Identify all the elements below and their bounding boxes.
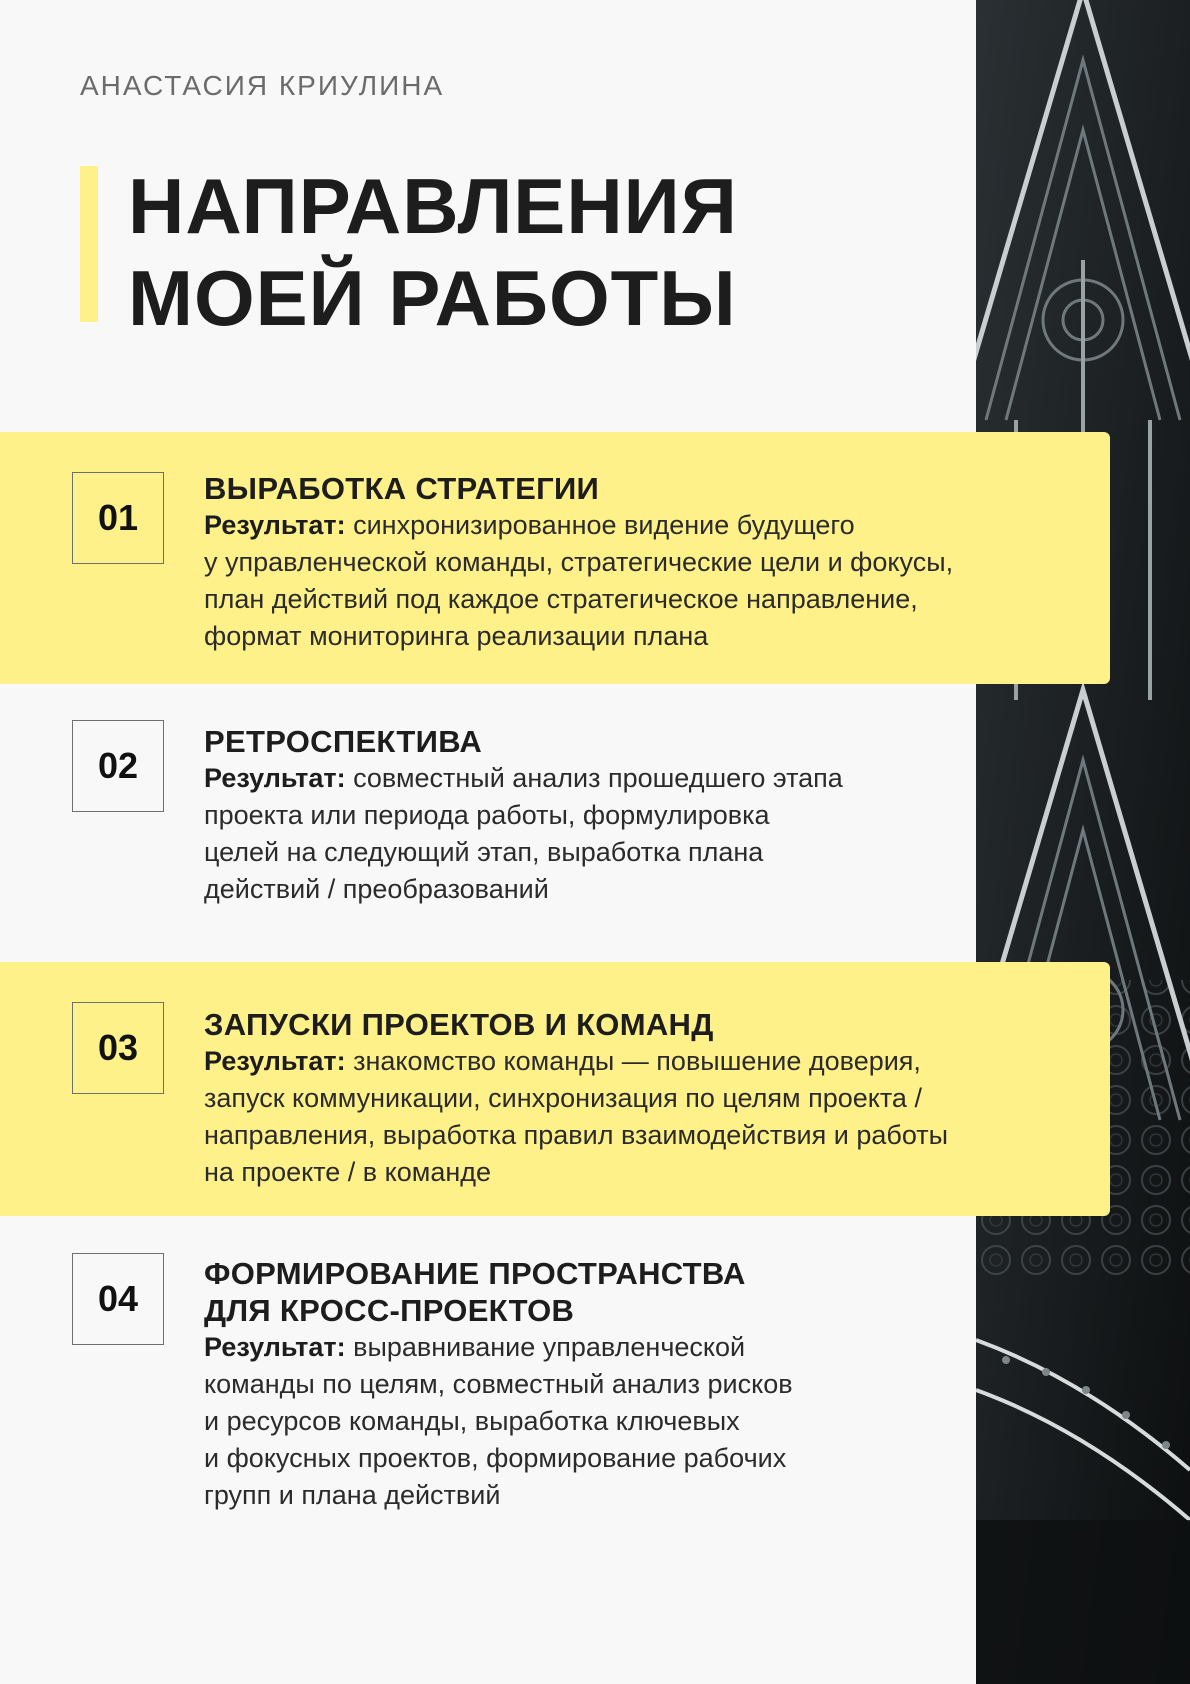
item-text: [204, 1255, 1084, 1514]
result-label: Результат:: [204, 510, 346, 540]
desc-line: целей на следующий этап, выработка плана: [204, 837, 764, 867]
item-text: [204, 1006, 1084, 1191]
desc-line: групп и плана действий: [204, 1480, 501, 1510]
item-number-box: 02: [72, 720, 164, 812]
desc-line: и фокусных проектов, формирование рабочих: [204, 1443, 787, 1473]
desc-line: команды по целям, совместный анализ рисков: [204, 1369, 793, 1399]
author-name: АНАСТАСИЯ КРИУЛИНА: [80, 70, 445, 101]
item-title-line-2: ДЛЯ КРОСС-ПРОЕКТОВ: [204, 1293, 575, 1328]
page-title-line-1: НАПРАВЛЕНИЯ: [128, 162, 738, 250]
desc-line: знакомство команды — повышение доверия,: [345, 1046, 921, 1076]
result-label: Результат:: [204, 763, 346, 793]
item-title: РЕТРОСПЕКТИВА: [204, 724, 483, 759]
desc-line: план действий под каждое стратегическое направление,: [204, 584, 918, 614]
desc-line: запуск коммуникации, синхронизация по целям проекта /: [204, 1083, 922, 1113]
desc-line: действий / преобразований: [204, 874, 549, 904]
item-description: [204, 760, 1084, 908]
item-description: [204, 507, 1084, 655]
desc-line: совместный анализ прошедшего этапа: [345, 763, 843, 793]
desc-line: на проекте / в команде: [204, 1157, 492, 1187]
item-number-box: 04: [72, 1253, 164, 1345]
item-number-box: 03: [72, 1002, 164, 1094]
item-description: [204, 1329, 1084, 1514]
desc-line: синхронизированное видение будущего: [345, 510, 855, 540]
item-text: [204, 470, 1084, 655]
item-number-box: 01: [72, 472, 164, 564]
item-title: ФОРМИРОВАНИЕ ПРОСТРАНСТВА: [204, 1256, 746, 1291]
desc-line: формат мониторинга реализации плана: [204, 621, 709, 651]
desc-line: выравнивание управленческой: [345, 1332, 746, 1362]
item-text: [204, 723, 1084, 908]
desc-line: направления, выработка правил взаимодействия и работы: [204, 1120, 949, 1150]
item-description: [204, 1043, 1084, 1191]
page-title: [128, 160, 948, 344]
result-label: Результат:: [204, 1046, 346, 1076]
page-title-line-2: МОЕЙ РАБОТЫ: [128, 254, 737, 342]
desc-line: у управленческой команды, стратегические цели и фокусы,: [204, 547, 954, 577]
desc-line: и ресурсов команды, выработка ключевых: [204, 1406, 740, 1436]
title-accent-bar: [80, 166, 98, 322]
item-title: ВЫРАБОТКА СТРАТЕГИИ: [204, 471, 600, 506]
desc-line: проекта или периода работы, формулировка: [204, 800, 770, 830]
item-title: ЗАПУСКИ ПРОЕКТОВ И КОМАНД: [204, 1007, 714, 1042]
result-label: Результат:: [204, 1332, 346, 1362]
